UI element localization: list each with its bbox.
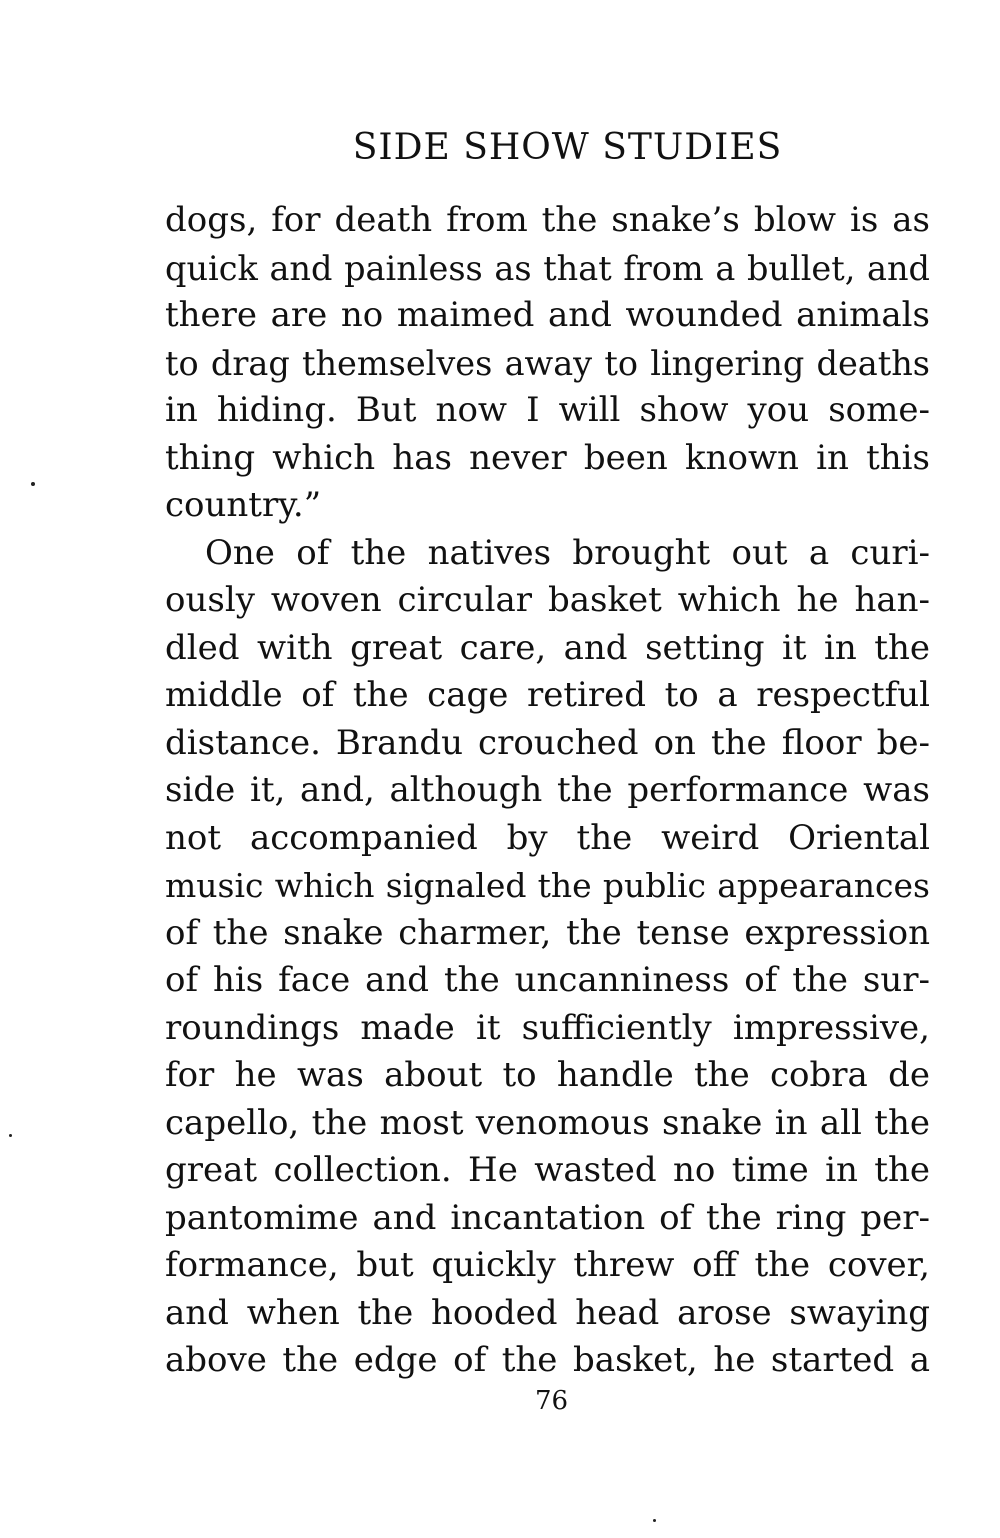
page-number: 76 xyxy=(534,1386,569,1416)
scan-speck xyxy=(653,1519,656,1522)
text-line: quick and painless as that from a bullet, and xyxy=(165,248,930,288)
text-line: roundings made it sufficiently impressive, xyxy=(165,1007,930,1048)
text-line: above the edge of the basket, he started a xyxy=(165,1340,930,1380)
text-line: formance, but quickly threw off the cover, xyxy=(165,1245,930,1285)
text-line: not accompanied by the weird Oriental xyxy=(165,817,930,858)
body-text xyxy=(165,197,930,1385)
text-line: and when the hooded head arose swaying xyxy=(165,1292,930,1333)
text-line: great collection. He wasted no time in the xyxy=(165,1150,930,1190)
text-line: music which signaled the public appearances xyxy=(165,866,930,905)
text-line: ously woven circular basket which he han- xyxy=(165,580,930,620)
text-line: there are no maimed and wounded animals xyxy=(165,295,930,335)
text-line: dogs, for death from the snake’s blow is as xyxy=(165,200,930,240)
text-line: to drag themselves away to lingering deaths xyxy=(165,343,930,383)
text-line: dled with great care, and setting it in the xyxy=(165,627,930,668)
text-line: capello, the most venomous snake in all the xyxy=(165,1102,930,1143)
text-line: of his face and the uncanniness of the sur- xyxy=(165,960,930,1000)
text-line: middle of the cage retired to a respectful xyxy=(165,675,930,715)
scan-speck xyxy=(9,1134,12,1137)
text-line: distance. Brandu crouched on the floor be- xyxy=(165,722,930,763)
scan-speck xyxy=(31,482,35,486)
text-line: thing which has never been known in this xyxy=(165,437,930,478)
text-line: for he was about to handle the cobra de xyxy=(165,1055,930,1095)
text-line: pantomime and incantation of the ring per- xyxy=(165,1197,930,1238)
text-line: One of the natives brought out a curi- xyxy=(205,532,930,573)
text-line: side it, and, although the performance was xyxy=(165,770,930,810)
text-line: in hiding. But now I will show you some- xyxy=(165,390,930,430)
text-line: of the snake charmer, the tense expression xyxy=(165,912,930,953)
text-line: country.” xyxy=(165,485,322,525)
running-head: SIDE SHOW STUDIES xyxy=(352,127,783,168)
